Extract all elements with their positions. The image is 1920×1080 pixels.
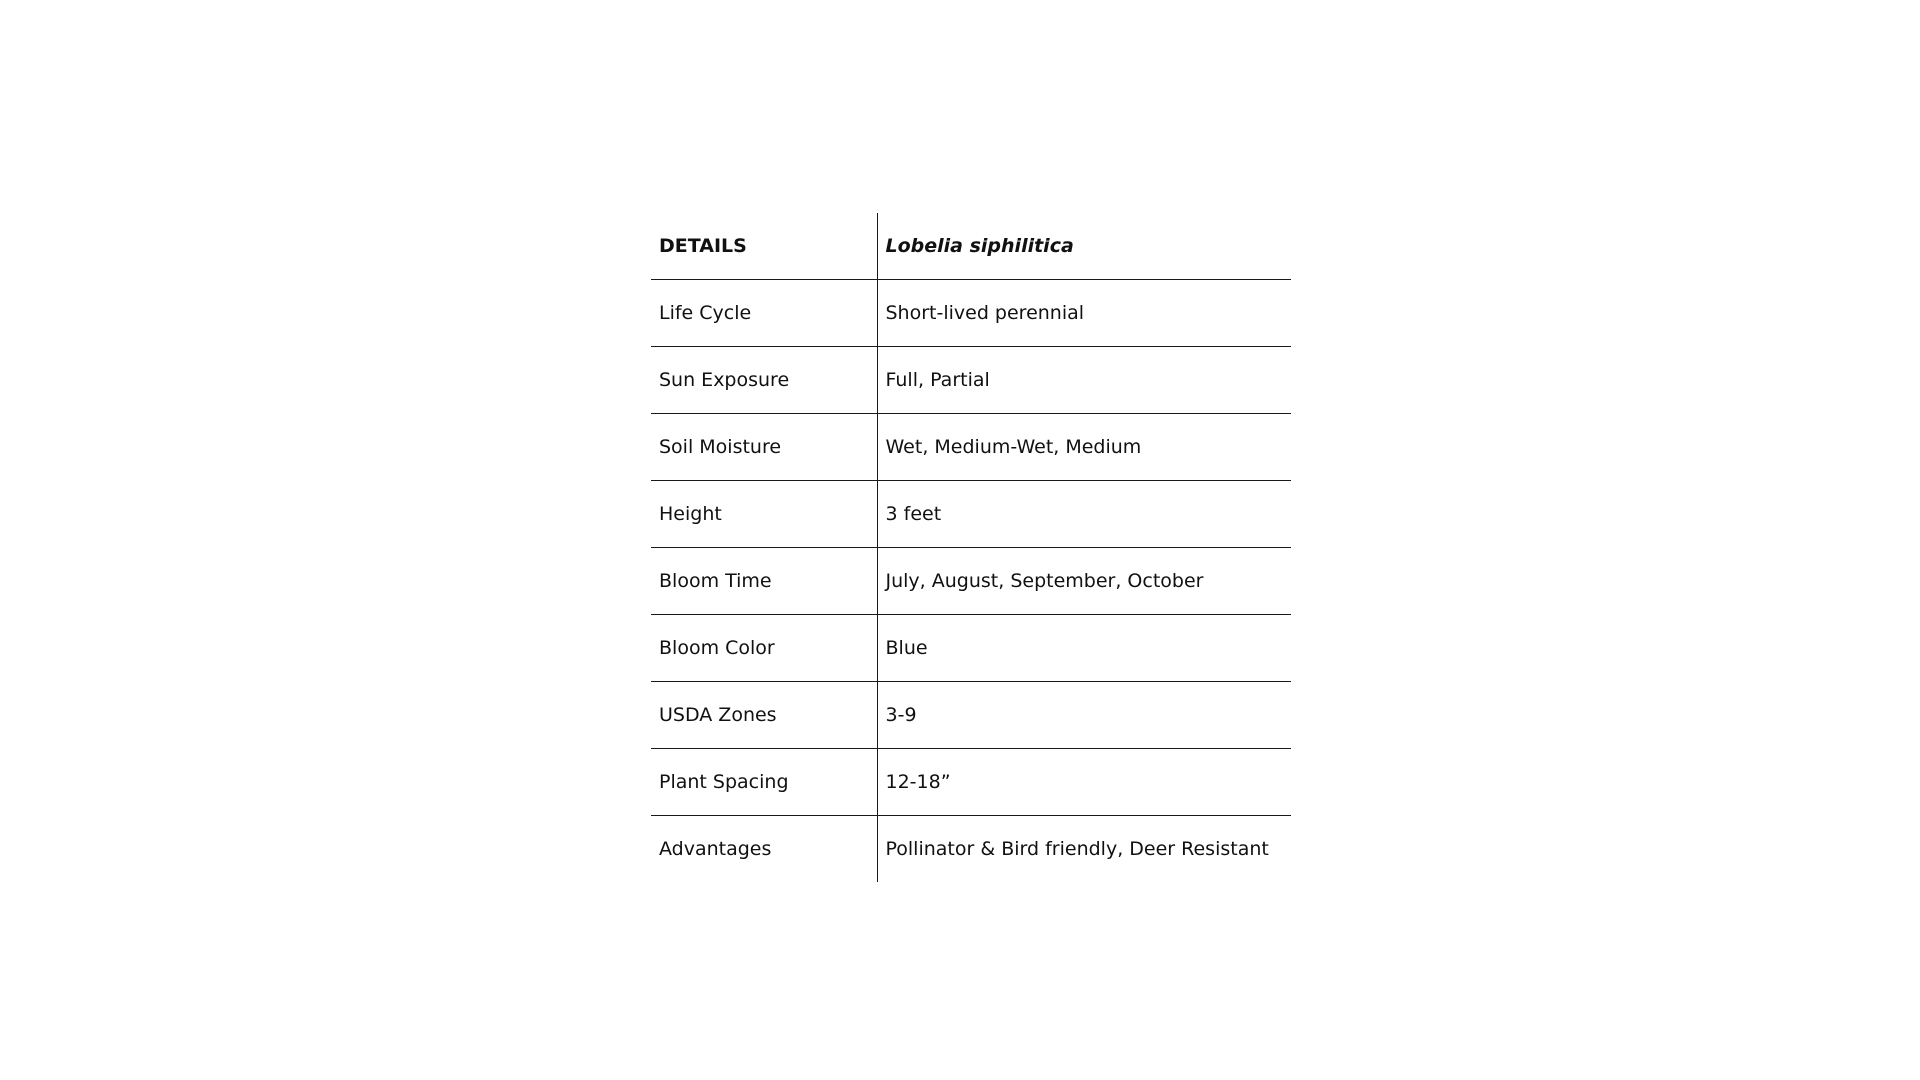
- row-value-usda-zones: 3-9: [877, 682, 1291, 749]
- plant-name: Lobelia siphilitica: [885, 234, 1074, 257]
- table-header-row: [651, 213, 1291, 280]
- table-row: [651, 280, 1291, 347]
- table-row: [651, 347, 1291, 414]
- header-label: DETAILS: [651, 213, 877, 280]
- table-row: [651, 481, 1291, 548]
- row-value-soil-moisture: Wet, Medium-Wet, Medium: [877, 414, 1291, 481]
- plant-details-table: [651, 213, 1291, 882]
- row-label-bloom-color: Bloom Color: [651, 615, 877, 682]
- row-label-usda-zones: USDA Zones: [651, 682, 877, 749]
- table-row: [651, 749, 1291, 816]
- row-value-bloom-color: Blue: [877, 615, 1291, 682]
- row-label-soil-moisture: Soil Moisture: [651, 414, 877, 481]
- table-row: [651, 548, 1291, 615]
- row-label-advantages: Advantages: [651, 816, 877, 883]
- row-label-sun-exposure: Sun Exposure: [651, 347, 877, 414]
- row-value-advantages: Pollinator & Bird friendly, Deer Resistant: [877, 816, 1291, 883]
- row-label-life-cycle: Life Cycle: [651, 280, 877, 347]
- row-value-plant-spacing: 12-18”: [877, 749, 1291, 816]
- row-label-plant-spacing: Plant Spacing: [651, 749, 877, 816]
- table-row: [651, 414, 1291, 481]
- table-row: [651, 615, 1291, 682]
- table-row: [651, 816, 1291, 883]
- row-value-sun-exposure: Full, Partial: [877, 347, 1291, 414]
- row-label-height: Height: [651, 481, 877, 548]
- table-row: [651, 682, 1291, 749]
- row-value-bloom-time: July, August, September, October: [877, 548, 1291, 615]
- row-value-height: 3 feet: [877, 481, 1291, 548]
- row-value-life-cycle: Short-lived perennial: [877, 280, 1291, 347]
- row-label-bloom-time: Bloom Time: [651, 548, 877, 615]
